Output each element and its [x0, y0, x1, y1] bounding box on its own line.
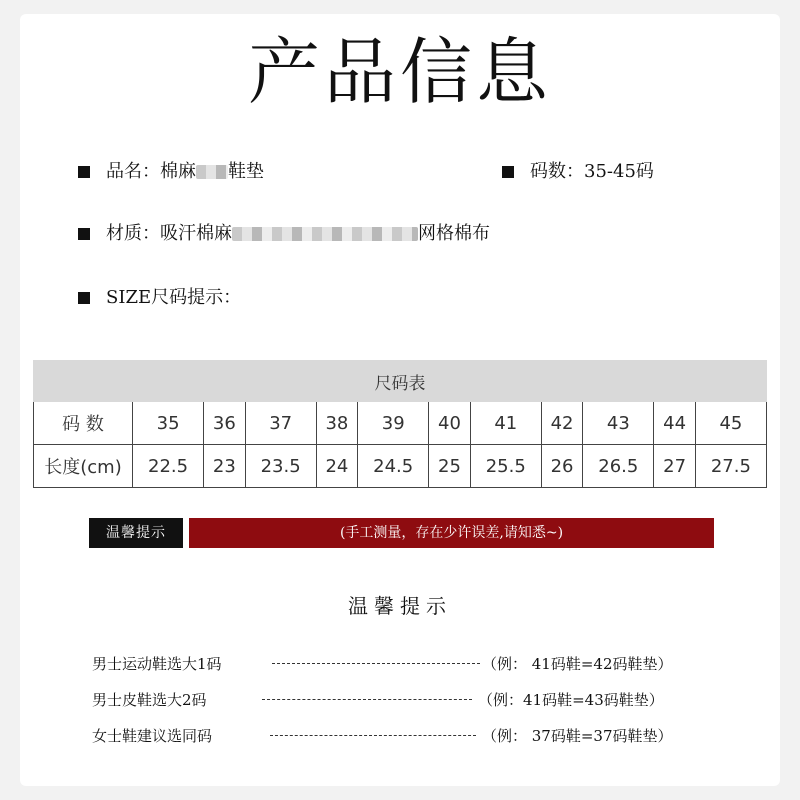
notice-label: 温馨提示 — [89, 518, 183, 548]
material-suffix: 网格棉布 — [418, 223, 490, 244]
dashed-leader — [272, 663, 480, 664]
size-cell: 38 — [316, 402, 357, 445]
square-bullet-icon — [78, 228, 90, 240]
square-bullet-icon — [78, 166, 90, 178]
length-cell: 25.5 — [470, 445, 541, 488]
length-cell: 24.5 — [358, 445, 429, 488]
tips-title: 温馨提示 — [348, 594, 452, 618]
dashed-leader — [270, 735, 476, 736]
tip-example: （例： 37码鞋=37码鞋垫） — [482, 727, 673, 745]
notice-text: (手工测量，存在少许误差,请知悉~) — [189, 518, 714, 548]
blurred-text — [196, 165, 228, 179]
length-cell: 22.5 — [133, 445, 204, 488]
length-cell: 24 — [316, 445, 357, 488]
length-cell: 27.5 — [695, 445, 766, 488]
tip-row — [92, 652, 732, 676]
size-cell: 36 — [204, 402, 245, 445]
product-name-suffix: 鞋垫 — [228, 161, 264, 182]
square-bullet-icon — [78, 292, 90, 304]
length-cell: 23.5 — [245, 445, 316, 488]
length-cell: 23 — [204, 445, 245, 488]
tip-label: 男士皮鞋选大2码 — [92, 691, 207, 709]
length-row — [34, 445, 767, 488]
material-label: 材质： — [106, 223, 160, 244]
length-cell: 27 — [654, 445, 695, 488]
length-row-label: 长度(cm) — [34, 445, 133, 488]
length-cell: 25 — [429, 445, 470, 488]
size-chart-table — [33, 360, 767, 488]
size-cell: 35 — [133, 402, 204, 445]
tip-example: （例：41码鞋=43码鞋垫） — [478, 691, 664, 709]
size-chart-caption: 尺码表 — [34, 361, 767, 402]
size-range-label: 码数： — [530, 161, 584, 182]
size-cell: 44 — [654, 402, 695, 445]
product-name-prefix: 棉麻 — [160, 161, 196, 182]
product-name-row — [78, 156, 264, 188]
size-cell: 39 — [358, 402, 429, 445]
size-row-label: 码 数 — [34, 402, 133, 445]
size-chart-caption-row — [34, 361, 767, 402]
product-name-label: 品名： — [106, 161, 160, 182]
size-range-value: 35-45码 — [584, 161, 654, 182]
tip-example: （例： 41码鞋=42码鞋垫） — [482, 655, 673, 673]
page-title: 产品信息 — [247, 30, 552, 114]
material-row — [78, 218, 490, 250]
tip-label: 男士运动鞋选大1码 — [92, 655, 222, 673]
size-cell: 40 — [429, 402, 470, 445]
material-prefix: 吸汗棉麻 — [160, 223, 232, 244]
size-cell: 45 — [695, 402, 766, 445]
length-cell: 26 — [541, 445, 582, 488]
size-cell: 37 — [245, 402, 316, 445]
square-bullet-icon — [502, 166, 514, 178]
size-cell: 42 — [541, 402, 582, 445]
size-cell: 41 — [470, 402, 541, 445]
length-cell: 26.5 — [583, 445, 654, 488]
tip-row — [92, 724, 732, 748]
tip-label: 女士鞋建议选同码 — [92, 727, 213, 745]
size-tip-label: SIZE尺码提示： — [106, 287, 242, 308]
size-row — [34, 402, 767, 445]
size-cell: 43 — [583, 402, 654, 445]
dashed-leader — [262, 699, 472, 700]
size-tip-row — [78, 282, 241, 314]
tip-row — [92, 688, 732, 712]
size-range-row — [502, 156, 654, 188]
blurred-text — [232, 227, 418, 241]
